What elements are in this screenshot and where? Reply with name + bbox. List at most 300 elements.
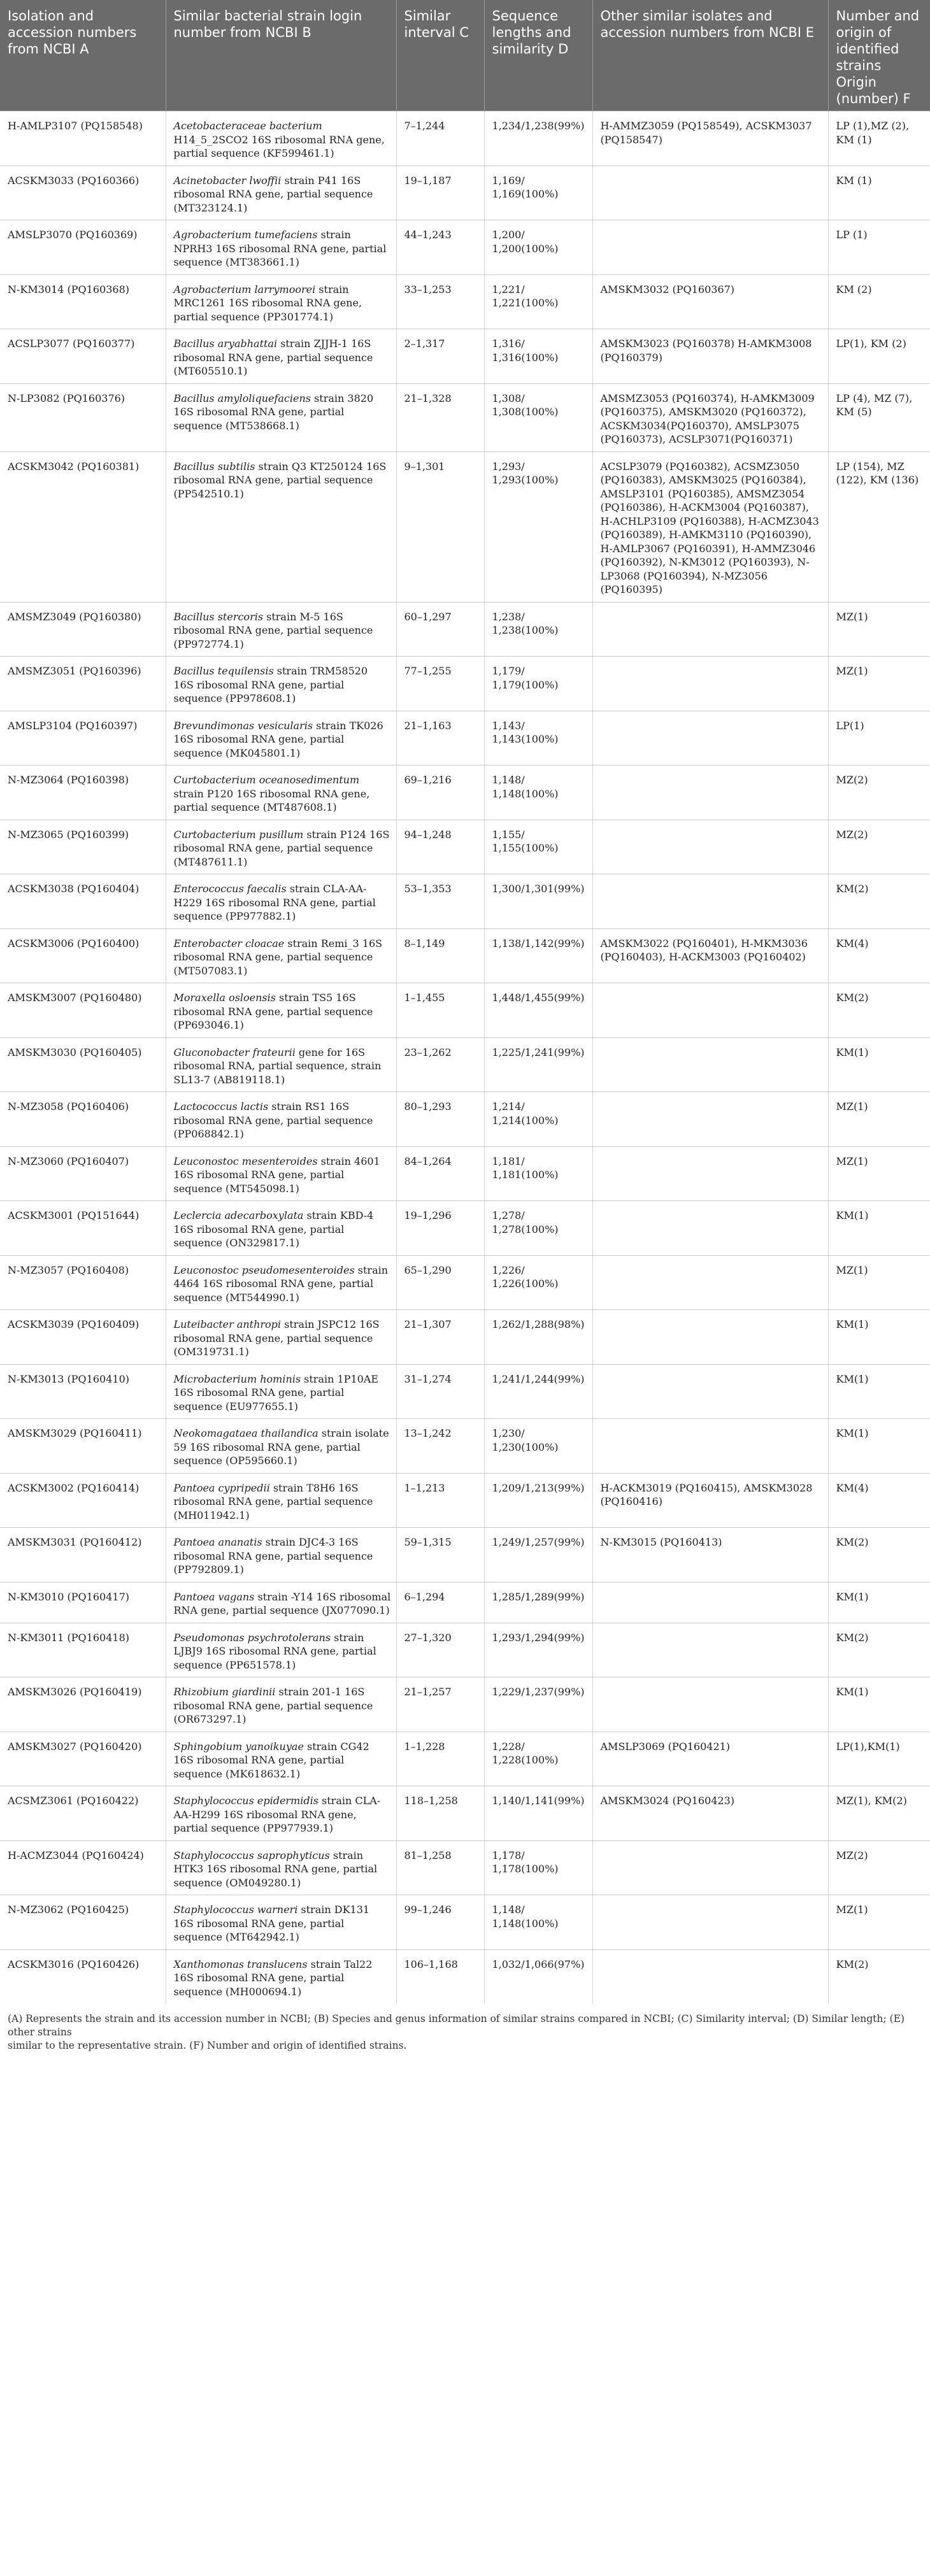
cell-similarity <box>484 1732 592 1786</box>
isolate-text: AMSKM3031 (PQ160412) <box>8 1536 142 1548</box>
cell-similarity <box>484 1840 592 1895</box>
cell-interval <box>396 1582 484 1623</box>
cell-other-isolates <box>592 1582 828 1623</box>
strain-info: strain Remi_3 16S ribosomal RNA gene, partial sequence (MT507083.1) <box>173 937 383 977</box>
cell-isolate <box>0 765 166 820</box>
cell-origin <box>828 274 930 329</box>
interval-value: 1–1,455 <box>404 992 445 1004</box>
cell-similar-strain <box>166 166 396 220</box>
cell-similarity <box>484 452 592 602</box>
strain-info: strain TS5 16S ribosomal RNA gene, partial sequence (PP693046.1) <box>173 992 373 1031</box>
similarity-value: 1,308/ 1,308(100%) <box>492 392 559 418</box>
strain-info: strain JSPC12 16S ribosomal RNA gene, partial sequence (OM319731.1) <box>173 1318 380 1358</box>
strain-info: strain -Y14 16S ribosomal RNA gene, partial sequence (JX077090.1) <box>173 1590 391 1616</box>
origin-value: MZ(1) <box>836 1100 868 1113</box>
cell-other-isolates <box>592 657 828 711</box>
interval-value: 21–1,328 <box>404 392 452 404</box>
strain-info: strain KBD-4 16S ribosomal RNA gene, partial sequence (ON329817.1) <box>173 1209 374 1249</box>
species-name: Curtobacterium pusillum <box>173 828 304 841</box>
header-row <box>0 0 930 111</box>
cell-other-isolates <box>592 1732 828 1786</box>
strain-info: strain DJC4-3 16S ribosomal RNA gene, partial sequence (PP792809.1) <box>173 1536 373 1576</box>
table-row <box>0 1840 930 1895</box>
origin-value: KM(1) <box>836 1427 869 1439</box>
cell-other-isolates <box>592 1364 828 1419</box>
species-name: Leclercia adecarboxylata <box>173 1209 304 1221</box>
similarity-value: 1,278/ 1,278(100%) <box>492 1209 559 1235</box>
cell-other-isolates <box>592 274 828 329</box>
interval-value: 21–1,163 <box>404 719 452 732</box>
cell-similar-strain <box>166 111 396 166</box>
species-name: Luteibacter anthropi <box>173 1318 282 1330</box>
cell-similarity <box>484 1255 592 1310</box>
species-name: Xanthomonas translucens <box>173 1958 308 1970</box>
cell-similarity <box>484 657 592 711</box>
isolate-text: AMSKM3007 (PQ160480) <box>8 992 142 1004</box>
origin-value: KM(1) <box>836 1372 869 1385</box>
cell-origin <box>828 1623 930 1677</box>
table-row <box>0 1092 930 1147</box>
interval-value: 21–1,307 <box>404 1318 452 1330</box>
cell-interval <box>396 820 484 874</box>
cell-similarity <box>484 1419 592 1474</box>
interval-value: 1–1,228 <box>404 1740 445 1753</box>
isolate-text: H-ACMZ3044 (PQ160424) <box>8 1849 144 1861</box>
cell-origin <box>828 929 930 983</box>
cell-similar-strain <box>166 765 396 820</box>
origin-value: LP (4), MZ (7), KM (5) <box>836 392 913 418</box>
cell-origin <box>828 1786 930 1841</box>
cell-similarity <box>484 820 592 874</box>
cell-similar-strain <box>166 1310 396 1365</box>
cell-isolate <box>0 274 166 329</box>
similarity-value: 1,230/ 1,230(100%) <box>492 1427 559 1453</box>
other-isolates-text: H-AMMZ3059 (PQ158549), ACSKM3037 (PQ158547) <box>600 120 812 146</box>
cell-other-isolates <box>592 111 828 166</box>
cell-isolate <box>0 1677 166 1732</box>
cell-other-isolates <box>592 220 828 275</box>
strain-info: gene for 16S ribosomal RNA, partial sequence, strain SL13-7 (AB819118.1) <box>173 1046 382 1086</box>
other-isolates-text: H-ACKM3019 (PQ160415), AMSKM3028 (PQ160416) <box>600 1481 813 1507</box>
cell-interval <box>396 1895 484 1950</box>
similarity-value: 1,226/ 1,226(100%) <box>492 1263 559 1290</box>
cell-origin <box>828 983 930 1038</box>
cell-similar-strain <box>166 1092 396 1147</box>
similarity-value: 1,241/1,244(99%) <box>492 1372 585 1385</box>
cell-similarity <box>484 1473 592 1528</box>
species-name: Leuconostoc pseudomesenteroides <box>173 1263 355 1276</box>
cell-isolate <box>0 1201 166 1256</box>
cell-isolate <box>0 1310 166 1365</box>
isolate-text: N-KM3011 (PQ160418) <box>8 1631 129 1644</box>
interval-value: 8–1,149 <box>404 937 445 950</box>
cell-other-isolates <box>592 329 828 384</box>
similarity-value: 1,285/1,289(99%) <box>492 1590 585 1603</box>
strain-info: strain P41 16S ribosomal RNA gene, partial sequence (MT323124.1) <box>173 174 373 214</box>
cell-isolate <box>0 1255 166 1310</box>
cell-other-isolates <box>592 1786 828 1841</box>
interval-value: 80–1,293 <box>404 1100 452 1113</box>
cell-interval <box>396 1419 484 1474</box>
cell-origin <box>828 1732 930 1786</box>
isolate-text: AMSLP3070 (PQ160369) <box>8 229 138 241</box>
cell-similar-strain <box>166 1419 396 1474</box>
cell-origin <box>828 657 930 711</box>
species-name: Enterococcus faecalis <box>173 883 287 895</box>
similarity-value: 1,225/1,241(99%) <box>492 1046 585 1058</box>
origin-value: KM (2) <box>836 283 872 295</box>
cell-other-isolates <box>592 1895 828 1950</box>
origin-value: KM(1) <box>836 1686 869 1698</box>
table-row <box>0 1310 930 1365</box>
species-name: Curtobacterium oceanosedimentum <box>173 774 360 786</box>
table-row <box>0 452 930 602</box>
interval-value: 13–1,242 <box>404 1427 452 1439</box>
cell-other-isolates <box>592 1677 828 1732</box>
origin-value: MZ(1) <box>836 1263 868 1276</box>
cell-interval <box>396 657 484 711</box>
cell-other-isolates <box>592 1473 828 1528</box>
cell-interval <box>396 111 484 166</box>
strain-info: strain NPRH3 16S ribosomal RNA gene, partial sequence (MT383661.1) <box>173 229 387 268</box>
origin-value: KM(2) <box>836 1631 869 1644</box>
origin-value: KM(1) <box>836 1318 869 1330</box>
interval-value: 1–1,213 <box>404 1481 445 1494</box>
cell-isolate <box>0 166 166 220</box>
cell-interval <box>396 452 484 602</box>
header-origin: Number and origin of identified strains Origin (number) F <box>828 0 930 111</box>
cell-isolate <box>0 657 166 711</box>
species-name: Leuconostoc mesenteroides <box>173 1155 318 1167</box>
similarity-value: 1,140/1,141(99%) <box>492 1795 585 1807</box>
cell-origin <box>828 1310 930 1365</box>
similarity-value: 1,262/1,288(98%) <box>492 1318 585 1330</box>
cell-interval <box>396 1949 484 2003</box>
cell-other-isolates <box>592 1840 828 1895</box>
cell-similar-strain <box>166 1528 396 1583</box>
species-name: Moraxella osloensis <box>173 992 276 1004</box>
isolate-text: N-KM3013 (PQ160410) <box>8 1372 129 1385</box>
cell-similar-strain <box>166 1949 396 2003</box>
cell-origin <box>828 1677 930 1732</box>
interval-value: 19–1,296 <box>404 1209 452 1221</box>
other-isolates-text: AMSMZ3053 (PQ160374), H-AMKM3009 (PQ160375), AMSKM3020 (PQ160372), ACSKM3034(PQ160370), AMSLP3075 (PQ160373), ACSLP3071(PQ160371) <box>600 392 815 445</box>
strain-info: strain 3820 16S ribosomal RNA gene, partial sequence (MT538668.1) <box>173 392 374 432</box>
table-row <box>0 874 930 929</box>
cell-similarity <box>484 874 592 929</box>
cell-similar-strain <box>166 1037 396 1092</box>
other-isolates-text: AMSLP3069 (PQ160421) <box>600 1740 731 1753</box>
cell-other-isolates <box>592 452 828 602</box>
similarity-value: 1,316/ 1,316(100%) <box>492 338 559 364</box>
cell-similarity <box>484 220 592 275</box>
interval-value: 2–1,317 <box>404 338 445 350</box>
table-row <box>0 1419 930 1474</box>
cell-similar-strain <box>166 1201 396 1256</box>
isolate-text: N-MZ3058 (PQ160406) <box>8 1100 129 1113</box>
cell-similarity <box>484 383 592 452</box>
table-row <box>0 1255 930 1310</box>
cell-isolate <box>0 711 166 765</box>
strain-info: strain M-5 16S ribosomal RNA gene, partial sequence (PP972774.1) <box>173 610 373 650</box>
cell-interval <box>396 166 484 220</box>
species-name: Bacillus tequilensis <box>173 665 274 677</box>
strain-info: strain DK131 16S ribosomal RNA gene, partial sequence (MT642942.1) <box>173 1904 370 1943</box>
origin-value: KM(1) <box>836 1590 869 1603</box>
cell-isolate <box>0 983 166 1038</box>
species-name: Sphingobium yanoikuyae <box>173 1740 304 1753</box>
cell-isolate <box>0 1419 166 1474</box>
cell-similar-strain <box>166 602 396 657</box>
strain-info: strain CLA-AA-H229 16S ribosomal RNA gene, partial sequence (PP977882.1) <box>173 883 376 922</box>
cell-similar-strain <box>166 452 396 602</box>
cell-interval <box>396 983 484 1038</box>
other-isolates-text: AMSKM3022 (PQ160401), H-MKM3036 (PQ160403), H-ACKM3003 (PQ160402) <box>600 937 808 963</box>
species-name: Bacillus aryabhattai <box>173 338 278 350</box>
species-name: Agrobacterium tumefaciens <box>173 229 318 241</box>
species-name: Pseudomonas psychrotolerans <box>173 1631 331 1644</box>
cell-isolate <box>0 820 166 874</box>
isolate-text: ACSKM3006 (PQ160400) <box>8 937 140 950</box>
table-row <box>0 1037 930 1092</box>
strain-info: strain 4464 16S ribosomal RNA gene, partial sequence (MT544990.1) <box>173 1263 389 1304</box>
other-isolates-text: AMSKM3032 (PQ160367) <box>600 283 734 295</box>
origin-value: MZ(1), KM(2) <box>836 1795 907 1807</box>
interval-value: 118–1,258 <box>404 1795 458 1807</box>
cell-similar-strain <box>166 1786 396 1841</box>
cell-similarity <box>484 602 592 657</box>
strain-info: strain 4601 16S ribosomal RNA gene, partial sequence (MT545098.1) <box>173 1155 380 1195</box>
cell-interval <box>396 1310 484 1365</box>
cell-similar-strain <box>166 220 396 275</box>
similarity-value: 1,148/ 1,148(100%) <box>492 1904 559 1930</box>
cell-similar-strain <box>166 657 396 711</box>
strain-info: strain TRM58520 16S ribosomal RNA gene, partial sequence (PP978608.1) <box>173 665 368 704</box>
cell-isolate <box>0 1473 166 1528</box>
interval-value: 94–1,248 <box>404 828 452 841</box>
table-row <box>0 1677 930 1732</box>
cell-origin <box>828 1582 930 1623</box>
cell-other-isolates <box>592 711 828 765</box>
cell-isolate <box>0 1146 166 1201</box>
cell-origin <box>828 1840 930 1895</box>
interval-value: 77–1,255 <box>404 665 452 677</box>
cell-similarity <box>484 1310 592 1365</box>
interval-value: 27–1,320 <box>404 1631 452 1644</box>
interval-value: 33–1,253 <box>404 283 452 295</box>
isolate-text: N-MZ3060 (PQ160407) <box>8 1155 129 1167</box>
origin-value: LP(1) <box>836 719 864 732</box>
table-row <box>0 1732 930 1786</box>
strain-info: strain MRC1261 16S ribosomal RNA gene, partial sequence (PP301774.1) <box>173 283 362 323</box>
table-row <box>0 329 930 384</box>
strain-info: strain ZJJH-1 16S ribosomal RNA gene, partial sequence (MT605510.1) <box>173 338 373 377</box>
cell-isolate <box>0 1582 166 1623</box>
strain-info: strain T8H6 16S ribosomal RNA gene, partial sequence (MH011942.1) <box>173 1481 373 1521</box>
cell-isolate <box>0 220 166 275</box>
isolate-text: ACSKM3042 (PQ160381) <box>8 460 140 473</box>
cell-isolate <box>0 1528 166 1583</box>
table-row <box>0 1473 930 1528</box>
origin-value: MZ(2) <box>836 774 868 786</box>
cell-interval <box>396 1364 484 1419</box>
cell-other-isolates <box>592 383 828 452</box>
origin-value: MZ(1) <box>836 665 868 677</box>
cell-similarity <box>484 329 592 384</box>
cell-interval <box>396 1528 484 1583</box>
isolate-text: ACSKM3039 (PQ160409) <box>8 1318 140 1330</box>
origin-value: MZ(2) <box>836 1849 868 1861</box>
cell-similarity <box>484 1786 592 1841</box>
strain-info: strain P124 16S ribosomal RNA gene, partial sequence (MT487611.1) <box>173 828 390 868</box>
table-row <box>0 383 930 452</box>
isolate-text: ACSLP3077 (PQ160377) <box>8 338 135 350</box>
similarity-value: 1,300/1,301(99%) <box>492 883 585 895</box>
origin-value: LP (154), MZ (122), KM (136) <box>836 460 919 486</box>
cell-similar-strain <box>166 1364 396 1419</box>
cell-similarity <box>484 1949 592 2003</box>
interval-value: 99–1,246 <box>404 1904 452 1916</box>
strain-info: strain P120 16S ribosomal RNA gene, partial sequence (MT487608.1) <box>173 787 370 813</box>
species-name: Pantoea vagans <box>173 1590 255 1603</box>
species-name: Microbacterium hominis <box>173 1372 301 1385</box>
table-row <box>0 1528 930 1583</box>
similarity-value: 1,155/ 1,155(100%) <box>492 828 559 854</box>
interval-value: 53–1,353 <box>404 883 452 895</box>
interval-value: 69–1,216 <box>404 774 452 786</box>
similarity-value: 1,169/ 1,169(100%) <box>492 174 559 200</box>
cell-other-isolates <box>592 1146 828 1201</box>
table-row <box>0 166 930 220</box>
origin-value: KM (1) <box>836 174 872 187</box>
cell-other-isolates <box>592 929 828 983</box>
similarity-value: 1,181/ 1,181(100%) <box>492 1155 559 1181</box>
cell-similarity <box>484 1582 592 1623</box>
cell-isolate <box>0 1364 166 1419</box>
isolate-text: N-MZ3065 (PQ160399) <box>8 828 129 841</box>
cell-interval <box>396 1255 484 1310</box>
footnote-line-2: similar to the representative strain. (F) Number and origin of identified strains. <box>8 2040 407 2051</box>
origin-value: KM(2) <box>836 883 869 895</box>
cell-similarity <box>484 983 592 1038</box>
cell-isolate <box>0 1092 166 1147</box>
cell-origin <box>828 1473 930 1528</box>
origin-value: MZ(1) <box>836 610 868 623</box>
species-name: Bacillus stercoris <box>173 610 264 623</box>
cell-interval <box>396 1146 484 1201</box>
origin-value: KM(1) <box>836 1046 869 1058</box>
origin-value: LP(1),KM(1) <box>836 1740 900 1753</box>
isolate-text: AMSKM3030 (PQ160405) <box>8 1046 142 1058</box>
cell-origin <box>828 452 930 602</box>
cell-interval <box>396 1786 484 1841</box>
cell-isolate <box>0 452 166 602</box>
similarity-value: 1,249/1,257(99%) <box>492 1536 585 1548</box>
cell-interval <box>396 711 484 765</box>
cell-origin <box>828 1949 930 2003</box>
header-other-isolates: Other similar isolates and accession numbers from NCBI E <box>592 0 828 111</box>
cell-origin <box>828 220 930 275</box>
cell-interval <box>396 1623 484 1677</box>
table-row <box>0 983 930 1038</box>
species-name: Neokomagataea thailandica <box>173 1427 318 1439</box>
similarity-value: 1,293/ 1,293(100%) <box>492 460 559 486</box>
cell-other-isolates <box>592 765 828 820</box>
isolate-text: N-LP3082 (PQ160376) <box>8 392 125 404</box>
species-name: Bacillus amyloliquefaciens <box>173 392 311 404</box>
cell-interval <box>396 329 484 384</box>
strain-info: strain 201-1 16S ribosomal RNA gene, partial sequence (OR673297.1) <box>173 1686 373 1725</box>
isolate-text: AMSLP3104 (PQ160397) <box>8 719 138 732</box>
interval-value: 59–1,315 <box>404 1536 452 1548</box>
cell-isolate <box>0 1037 166 1092</box>
footnote-line-1: (A) Represents the strain and its accession number in NCBI; (B) Species and genus information of similar strains compared in NCBI; (C) Similarity interval; (D) Similar length; (E) other strains <box>8 2013 905 2038</box>
cell-interval <box>396 1473 484 1528</box>
isolate-text: N-KM3014 (PQ160368) <box>8 283 129 295</box>
cell-isolate <box>0 602 166 657</box>
table-row <box>0 1895 930 1950</box>
origin-value: KM(2) <box>836 1958 869 1970</box>
isolate-text: ACSKM3033 (PQ160366) <box>8 174 140 187</box>
cell-similarity <box>484 1364 592 1419</box>
cell-interval <box>396 874 484 929</box>
table-row <box>0 657 930 711</box>
cell-isolate <box>0 1895 166 1950</box>
cell-other-isolates <box>592 983 828 1038</box>
header-interval: Similar interval C <box>396 0 484 111</box>
cell-similarity <box>484 1677 592 1732</box>
cell-origin <box>828 874 930 929</box>
cell-similarity <box>484 929 592 983</box>
cell-similar-strain <box>166 820 396 874</box>
cell-origin <box>828 1201 930 1256</box>
table-row <box>0 1786 930 1841</box>
origin-value: KM(2) <box>836 1536 869 1548</box>
interval-value: 9–1,301 <box>404 460 445 473</box>
table-body <box>0 111 930 2004</box>
strain-info: strain Q3 KT250124 16S ribosomal RNA gene, partial sequence (PP542510.1) <box>173 460 387 500</box>
isolate-text: ACSMZ3061 (PQ160422) <box>8 1795 139 1807</box>
similarity-value: 1,032/1,066(97%) <box>492 1958 585 1970</box>
table-row <box>0 220 930 275</box>
interval-value: 6–1,294 <box>404 1590 445 1603</box>
cell-similarity <box>484 166 592 220</box>
interval-value: 65–1,290 <box>404 1263 452 1276</box>
cell-similarity <box>484 711 592 765</box>
cell-similar-strain <box>166 711 396 765</box>
species-name: Staphylococcus epidermidis <box>173 1795 318 1807</box>
origin-value: KM(4) <box>836 937 869 950</box>
cell-origin <box>828 1146 930 1201</box>
cell-similarity <box>484 1146 592 1201</box>
table-row <box>0 1201 930 1256</box>
species-name: Brevundimonas vesicularis <box>173 719 313 732</box>
similarity-value: 1,138/1,142(99%) <box>492 937 585 950</box>
interval-value: 23–1,262 <box>404 1046 452 1058</box>
cell-other-isolates <box>592 1528 828 1583</box>
cell-isolate <box>0 1949 166 2003</box>
table-row <box>0 711 930 765</box>
cell-origin <box>828 602 930 657</box>
table-row <box>0 765 930 820</box>
cell-similarity <box>484 1037 592 1092</box>
cell-similar-strain <box>166 1473 396 1528</box>
origin-value: LP (1),MZ (2), KM (1) <box>836 120 910 146</box>
table-row <box>0 1364 930 1419</box>
cell-similar-strain <box>166 1840 396 1895</box>
strain-info: strain RS1 16S ribosomal RNA gene, partial sequence (PP068842.1) <box>173 1100 373 1140</box>
cell-isolate <box>0 111 166 166</box>
